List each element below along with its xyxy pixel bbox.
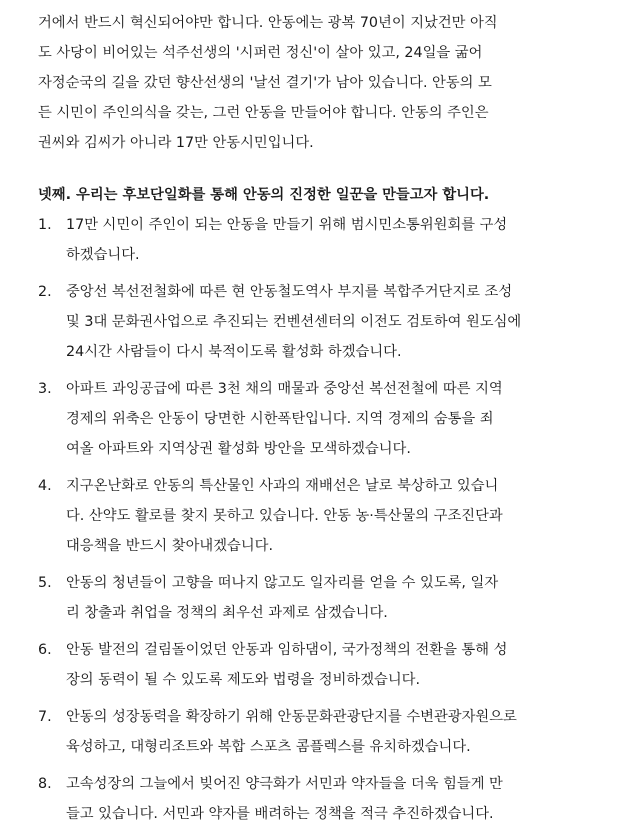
intro-line: 자정순국의 길을 갔던 향산선생의 '날선 결기'가 남아 있습니다. 안동의 모 bbox=[38, 75, 492, 91]
item-line: 아파트 과잉공급에 따른 3천 채의 매물과 중앙선 복선전철에 따른 지역 bbox=[66, 381, 503, 397]
item-line: 안동의 청년들이 고향을 떠나지 않고도 일자리를 얻을 수 있도록, 일자 bbox=[66, 575, 499, 591]
item-number: 2. bbox=[38, 284, 52, 300]
item-line: 24시간 사람들이 다시 북적이도록 활성화 하겠습니다. bbox=[66, 344, 402, 360]
item-number: 4. bbox=[38, 478, 52, 494]
list-item bbox=[38, 568, 614, 628]
item-line: 대응책을 반드시 찾아내겠습니다. bbox=[66, 538, 273, 554]
item-line: 및 3대 문화권사업으로 추진되는 컨벤션센터의 이전도 검토하여 원도심에 bbox=[66, 314, 522, 330]
list-item bbox=[38, 210, 614, 270]
list-item bbox=[38, 471, 614, 561]
list-item bbox=[38, 277, 614, 367]
item-line: 안동의 성장동력을 확장하기 위해 안동문화관광단지를 수변관광자원으로 bbox=[66, 709, 517, 725]
item-line: 다. 산약도 활로를 찾지 못하고 있습니다. 안동 농·특산물의 구조진단과 bbox=[66, 508, 503, 524]
intro-line: 도 사당이 비어있는 석주선생의 '시퍼런 정신'이 살아 있고, 24일을 굶어 bbox=[38, 45, 483, 61]
intro-line: 거에서 반드시 혁신되어야만 합니다. 안동에는 광복 70년이 지났건만 아직 bbox=[38, 15, 498, 31]
item-line: 장의 동력이 될 수 있도록 제도와 법령을 정비하겠습니다. bbox=[66, 672, 421, 688]
list-item bbox=[38, 374, 614, 464]
list-item bbox=[38, 702, 614, 762]
item-number: 3. bbox=[38, 381, 52, 397]
list-item bbox=[38, 769, 614, 829]
item-number: 8. bbox=[38, 776, 52, 792]
item-line: 여올 아파트와 지역상권 활성화 방안을 모색하겠습니다. bbox=[66, 441, 411, 457]
item-line: 하겠습니다. bbox=[66, 247, 140, 263]
item-number: 6. bbox=[38, 642, 52, 658]
pledge-list bbox=[38, 210, 614, 836]
intro-line: 든 시민이 주인의식을 갖는, 그런 안동을 만들어야 합니다. 안동의 주인은 bbox=[38, 105, 489, 121]
item-line: 리 창출과 취업을 정책의 최우선 과제로 삼겠습니다. bbox=[66, 605, 388, 621]
item-line: 들고 있습니다. 서민과 약자를 배려하는 정책을 적극 추진하겠습니다. bbox=[66, 806, 494, 822]
intro-paragraph bbox=[38, 8, 608, 158]
item-line: 안동 발전의 걸림돌이었던 안동과 임하댐이, 국가정책의 전환을 통해 성 bbox=[66, 642, 508, 658]
item-number: 1. bbox=[38, 217, 52, 233]
item-line: 17만 시민이 주인이 되는 안동을 만들기 위해 범시민소통위원회를 구성 bbox=[66, 217, 508, 233]
list-item bbox=[38, 635, 614, 695]
item-line: 경제의 위축은 안동이 당면한 시한폭탄입니다. 지역 경제의 숨통을 죄 bbox=[66, 411, 494, 427]
intro-line: 권씨와 김씨가 아니라 17만 안동시민입니다. bbox=[38, 135, 314, 151]
item-number: 5. bbox=[38, 575, 52, 591]
item-line: 중앙선 복선전철화에 따른 현 안동철도역사 부지를 복합주거단지로 조성 bbox=[66, 284, 513, 300]
section-heading: 넷째. 우리는 후보단일화를 통해 안동의 진정한 일꾼을 만들고자 합니다. bbox=[38, 187, 490, 203]
item-line: 지구온난화로 안동의 특산물인 사과의 재배선은 날로 북상하고 있습니 bbox=[66, 478, 499, 494]
item-line: 고속성장의 그늘에서 빚어진 양극화가 서민과 약자들을 더욱 힘들게 만 bbox=[66, 776, 503, 792]
item-number: 7. bbox=[38, 709, 52, 725]
item-line: 육성하고, 대형리조트와 복합 스포츠 콤플렉스를 유치하겠습니다. bbox=[66, 739, 471, 755]
